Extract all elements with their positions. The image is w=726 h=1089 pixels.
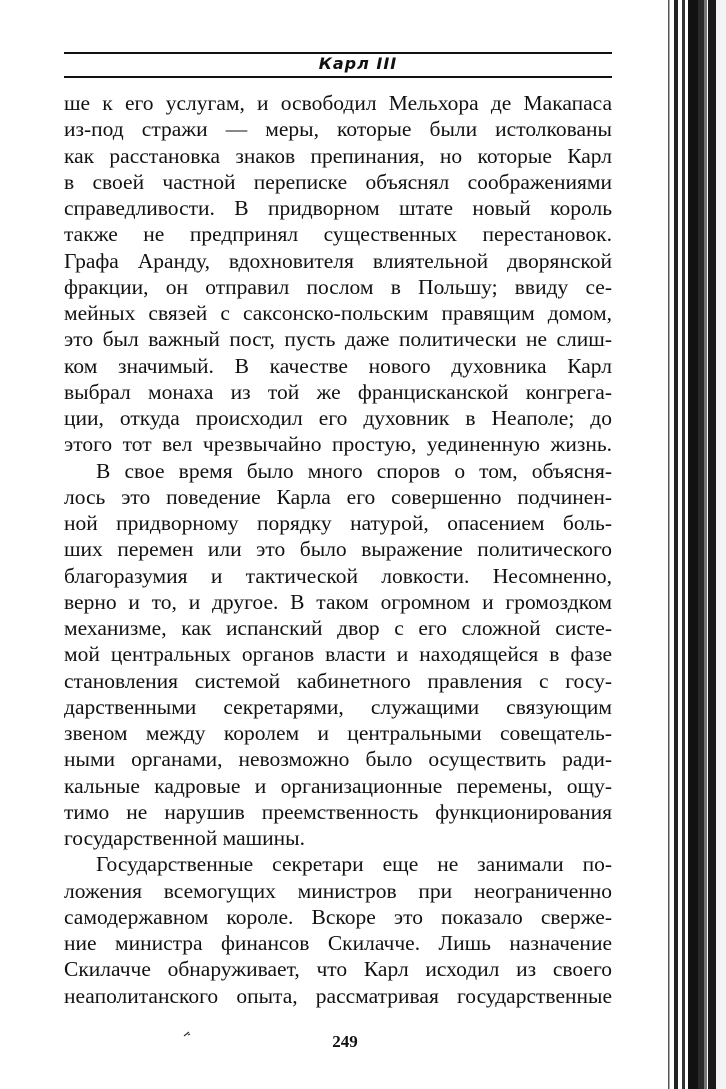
text-line: справедливости. В придворном штате новый король <box>64 196 612 220</box>
text-line: из-под стражи — меры, которые были истолкованы <box>64 117 612 142</box>
text-line: ше к его услугам, и освободил Мельхора де Макапаса <box>64 91 612 115</box>
text-line: государственной машины. <box>64 826 305 850</box>
text-line: ние министра финансов Скилаччe. Лишь назначение <box>64 931 612 955</box>
text-line: кальные кадровые и организационные перемены, ощу- <box>64 773 612 798</box>
text-line: фракции, он отправил послом в Польшу; ввиду се- <box>64 274 612 299</box>
text-line: ком значимый. В качестве нового духовника Карл <box>64 353 612 378</box>
text-line: ции, откуда происходил его духовник в Неаполе; до <box>64 406 612 430</box>
paragraph-1 <box>64 90 612 458</box>
running-head: Карл III <box>318 54 398 73</box>
text-line: неаполитанского опыта, рассматривая государственные <box>64 983 612 1008</box>
paragraph-3 <box>64 851 612 1009</box>
text-line: ной придворному порядку натурой, опасением боль- <box>64 511 612 535</box>
text-line: ших перемен или это было выражение политического <box>64 537 612 562</box>
text-line: механизме, как испанский двор с его сложной систе- <box>64 616 612 640</box>
text-line: в своей частной переписке объяснял соображениями <box>64 169 612 194</box>
book-spine-shadow <box>660 0 726 1089</box>
text-line: верно и то, и другое. В таком огромном и громоздком <box>64 589 612 614</box>
text-line: тимо не нарушив преемственность функционирования <box>64 799 612 824</box>
text-line: благоразумия и тактической ловкости. Несомненно, <box>64 563 612 588</box>
text-line: этого тот вел чрезвычайно простую, уединенную жизнь. <box>64 432 612 457</box>
text-line: ложения всемогущих министров при неограниченно <box>64 878 612 903</box>
text-line: ными органами, невозможно было осуществить ради- <box>64 747 612 772</box>
text-line: Государственные секретари еще не занимали по- <box>96 852 612 877</box>
text-line: самодержавном короле. Вскоре это показало сверже- <box>64 904 612 929</box>
text-line: В свое время было много споров о том, объясня- <box>96 458 612 483</box>
text-line: мой центральных органов власти и находящейся в фазе <box>64 642 612 667</box>
text-line: Графа Аранду, вдохновителя влиятельной дворянской <box>64 248 612 273</box>
body-text <box>64 90 612 1009</box>
page-number: 249 <box>332 1032 358 1051</box>
text-line: дарственными секретарями, служащими связующим <box>64 694 612 719</box>
text-line: это был важный пост, пусть даже политически не слиш- <box>64 327 612 352</box>
text-line: звеном между королем и центральными совещатель- <box>64 721 612 745</box>
text-line: Скилаччe обнаруживает, что Карл исходил из своего <box>64 957 612 982</box>
header-rule-bottom <box>64 76 612 78</box>
text-line: как расстановка знаков препинания, но которые Карл <box>64 143 612 168</box>
text-line: лось это поведение Карла его совершенно подчинен- <box>64 484 612 509</box>
text-line: выбрал монаха из той же францисканской конгрега- <box>64 379 612 404</box>
paragraph-2 <box>64 458 612 852</box>
text-line: мейных связей с саксонско-польским правящим домом, <box>64 301 612 325</box>
text-line: также не предпринял существенных перестановок. <box>64 222 612 247</box>
text-line: становления системой кабинетного правления с госу- <box>64 668 612 693</box>
